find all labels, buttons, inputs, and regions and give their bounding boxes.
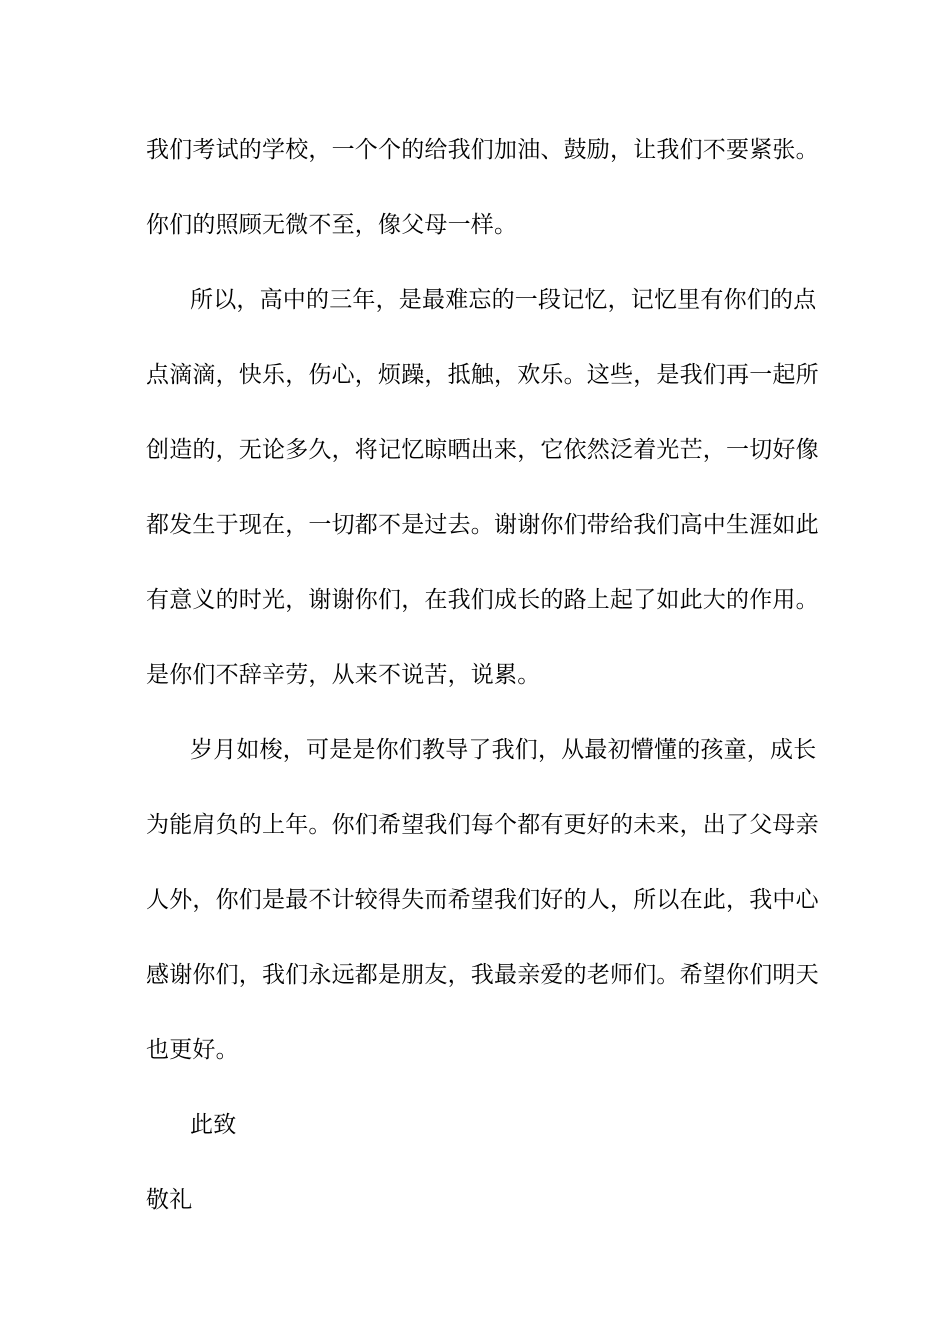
text-line: 点滴滴，快乐，伤心，烦躁，抵触，欢乐。这些，是我们再一起所 bbox=[146, 362, 819, 388]
text-line: 有意义的时光，谢谢你们，在我们成长的路上起了如此大的作用。 bbox=[146, 587, 819, 613]
text-line: 也更好。 bbox=[146, 1037, 239, 1063]
text-line: 都发生于现在，一切都不是过去。谢谢你们带给我们高中生涯如此 bbox=[146, 512, 819, 538]
text-line: 人外，你们是最不计较得失而希望我们好的人，所以在此，我中心 bbox=[146, 887, 819, 913]
closing-phrase: 此致 bbox=[190, 1112, 237, 1138]
text-line: 你们的照顾无微不至，像父母一样。 bbox=[146, 212, 518, 238]
text-line: 是你们不辞辛劳，从来不说苦，说累。 bbox=[146, 662, 541, 688]
paragraph-start-line: 所以，高中的三年，是最难忘的一段记忆，记忆里有你们的点 bbox=[190, 287, 817, 313]
text-line: 感谢你们，我们永远都是朋友，我最亲爱的老师们。希望你们明天 bbox=[146, 962, 819, 988]
text-line: 创造的，无论多久，将记忆晾晒出来，它依然泛着光芒，一切好像 bbox=[146, 437, 819, 463]
paragraph-start-line: 岁月如梭，可是是你们教导了我们，从最初懵懂的孩童，成长 bbox=[190, 737, 817, 763]
salutation: 敬礼 bbox=[146, 1187, 193, 1213]
text-line: 为能肩负的上年。你们希望我们每个都有更好的未来，出了父母亲 bbox=[146, 812, 819, 838]
text-line: 我们考试的学校，一个个的给我们加油、鼓励，让我们不要紧张。 bbox=[146, 137, 819, 163]
